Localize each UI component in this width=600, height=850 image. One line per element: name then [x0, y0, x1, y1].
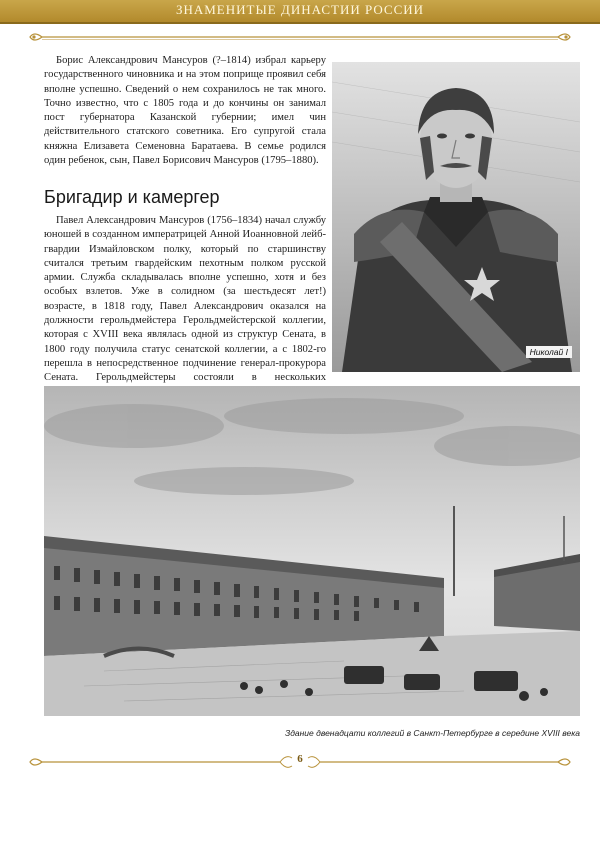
portrait-figure: [332, 62, 580, 372]
paragraph-mansurov-boris: Борис Александрович Мансуров (?–1814) избрал карьеру государственного чиновника и на этом поприще проявил себя вполне успешно. Сведений о нем сохранилось не так много. Точно известно, что с 1805 года и до кончины он занимал пост губернатора Казанской губернии; имел чин действительного статского советника. Его супругой стала княжна Елизавета Семеновна Баратаева. В семье родился один ребенок, сын, Павел Борисович Мансуров (1795–1880).: [44, 55, 326, 167]
running-title: ЗНАМЕНИТЫЕ ДИНАСТИИ РОССИИ: [175, 2, 425, 17]
section-heading: Бригадир и камергер: [44, 187, 220, 207]
portrait-caption: Николай I: [526, 346, 572, 358]
header-band: [0, 0, 600, 24]
twelve-collegia-engraving: [44, 386, 580, 716]
page-number: 6: [297, 753, 303, 765]
cityscape-engraving-image: [44, 386, 580, 716]
paragraph-mansurov-pavel: Павел Александрович Мансуров (1756–1834) начал службу юношей в созданном императрицей Анной Иоанновной лейб-гвардии Измайловском полку, который по старшинству считался третьим гвардейским пехотным полком русской армии. Служба складывалась вполне успешно, хотя и без особых взлетов. Уже в солидном (за шестьдесят лет!) возрасте, в 1818 году, Павел Александрович оказался на должности герольдмейстера Герольдмейстерской коллегии, которая с XVIII века являлась одной из структур Сената, в 1800 году получила статус сенатской коллегии, а с 1802-го перешла в непосредственное подчинение генерал-прокурора Сената. Герольдмейстеры состояли в нескольких: [44, 215, 326, 384]
engraving-caption: Здание двенадцати коллегий в Санкт-Петербурге в середине XVIII века: [284, 728, 580, 738]
portrait-engraving-image: [332, 62, 580, 372]
top-ornament-rule: [28, 30, 572, 44]
